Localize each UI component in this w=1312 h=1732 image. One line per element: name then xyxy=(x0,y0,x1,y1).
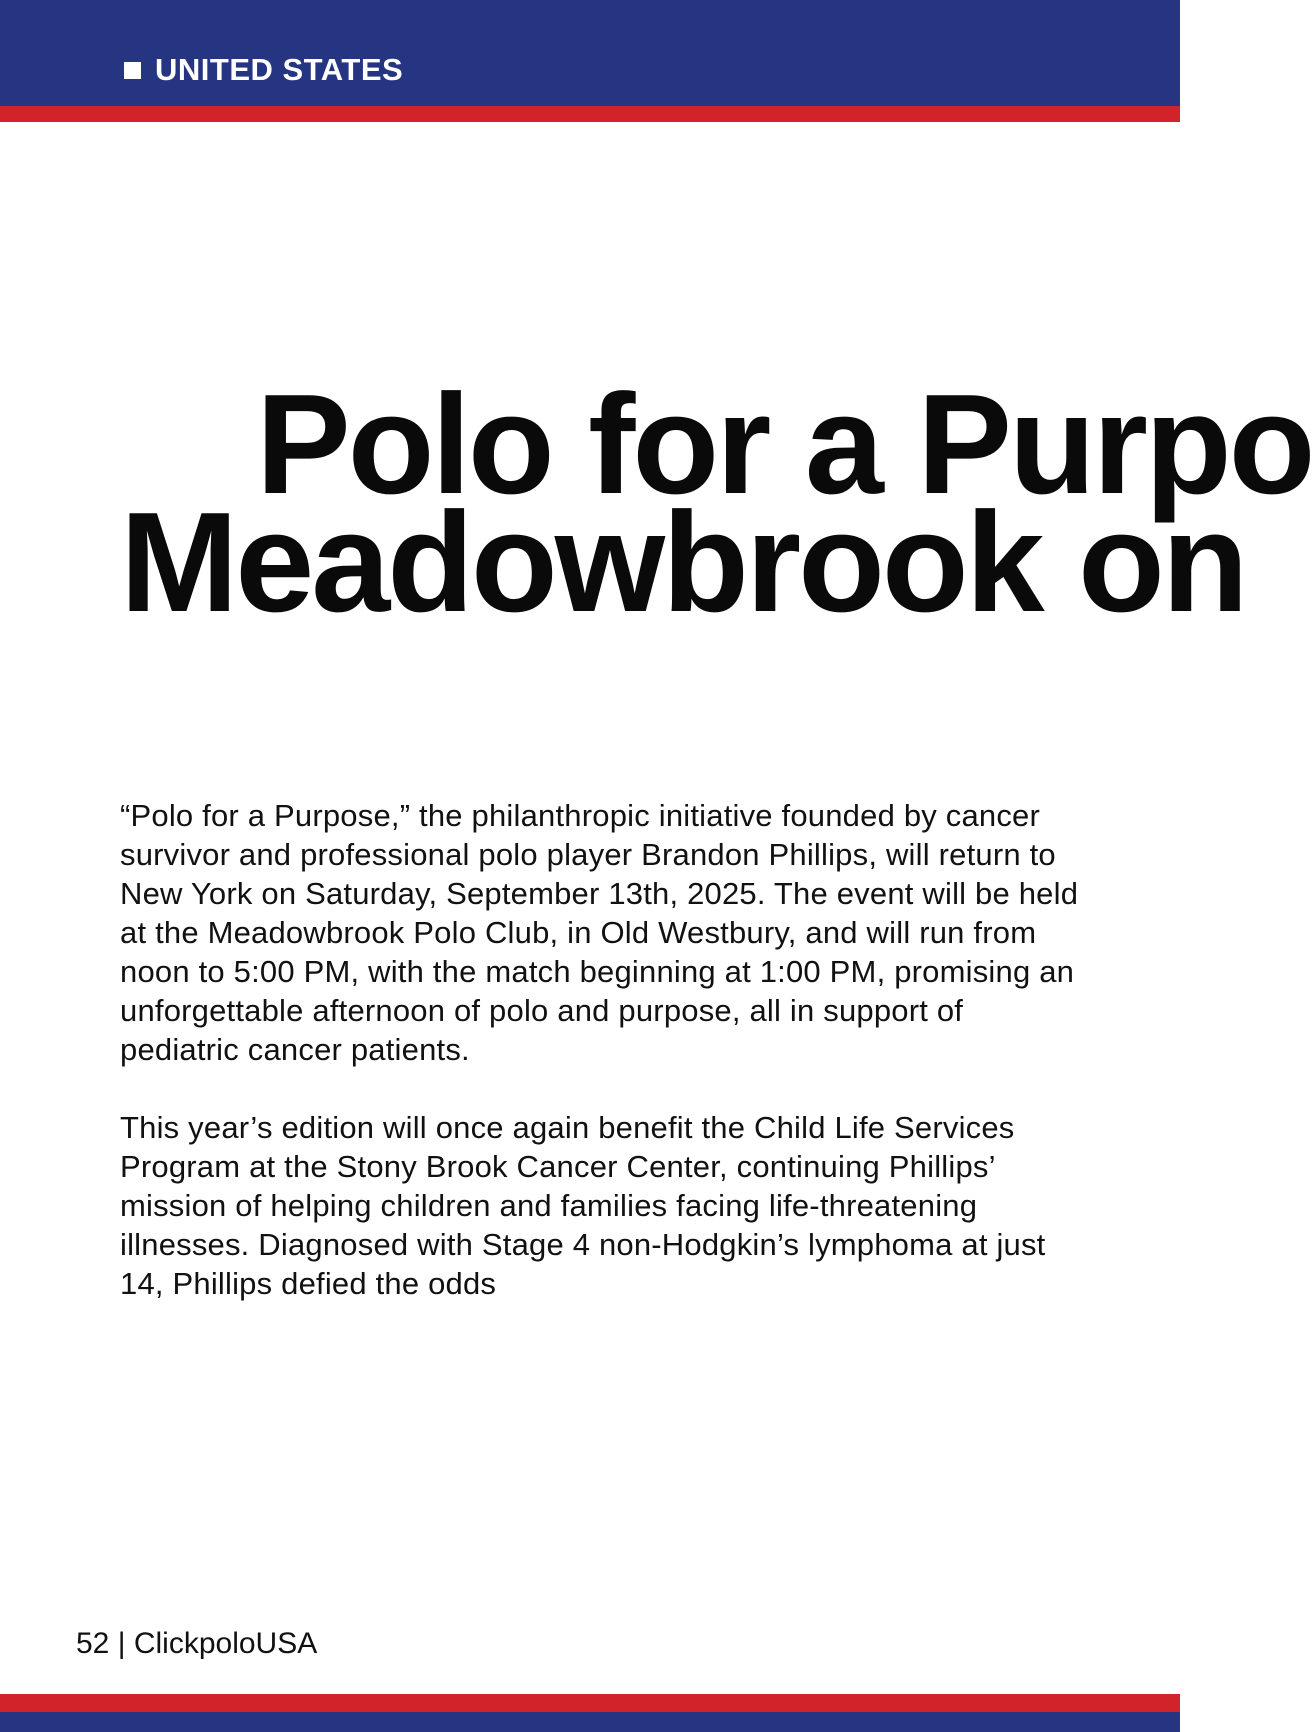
article-body xyxy=(120,796,1080,1342)
section-label-text: UNITED STATES xyxy=(155,52,404,87)
body-paragraph-1: “Polo for a Purpose,” the philanthropic initiative founded by cancer survivor and professional polo player Brandon Phillips, will return to New York on Saturday, September 13th, 2025. The event will be held at the Meadowbrook Polo Club, in Old Westbury, and will run from noon to 5:00 PM, with the match beginning at 1:00 PM, promising an unforgettable afternoon of polo and purpose, all in support of pediatric cancer patients. xyxy=(120,798,1079,1067)
article-headline xyxy=(0,365,1312,642)
headline-line-1: Polo for a Purpo xyxy=(256,365,1312,524)
footer-band xyxy=(0,1712,1180,1732)
section-label xyxy=(124,50,403,90)
header-red-stripe xyxy=(0,106,1180,122)
footer-red-stripe xyxy=(0,1694,1180,1712)
headline-line-2: Meadowbrook on xyxy=(120,483,1246,642)
page-footer: 52 | ClickpoloUSA xyxy=(76,1627,318,1660)
body-paragraph-2: This year’s edition will once again benefit the Child Life Services Program at the Stony Brook Cancer Center, continuing Phillips’ mission of helping children and families facing life-threatening illnesses. Diagnosed with Stage 4 non-Hodgkin’s lymphoma at just 14, Phillips defied the odds xyxy=(120,1110,1046,1301)
square-bullet-icon xyxy=(124,62,141,79)
